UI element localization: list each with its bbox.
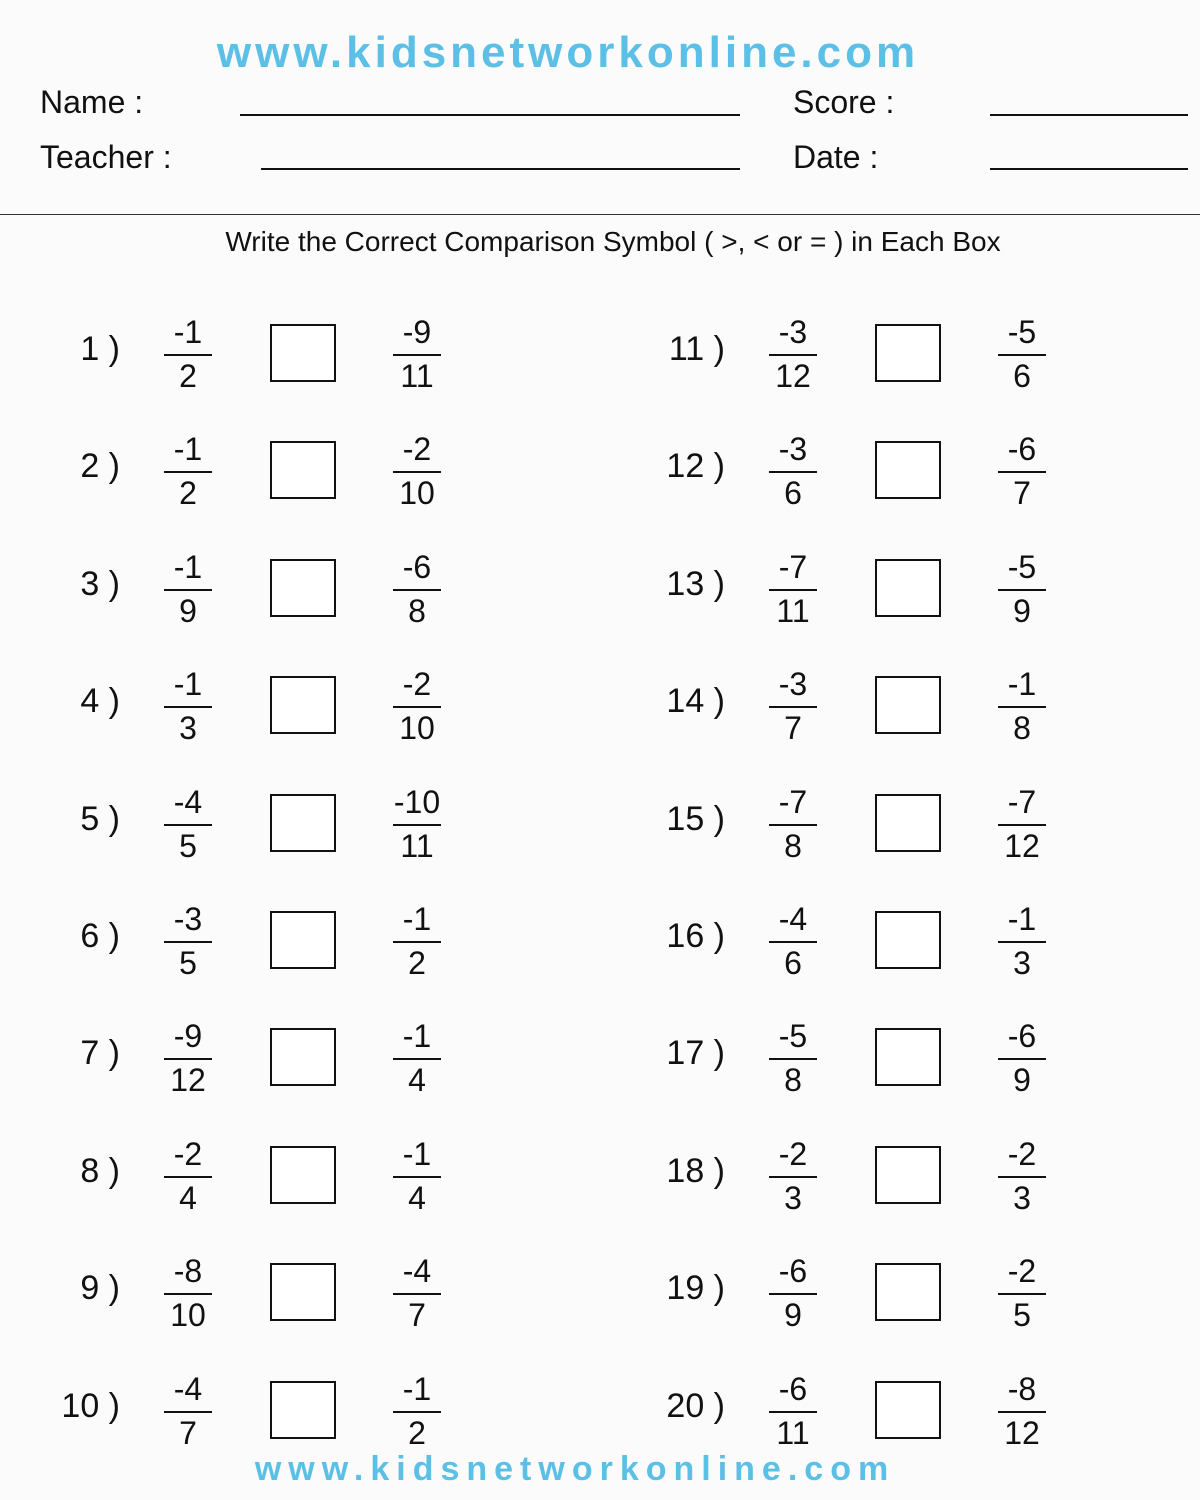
fraction-bar <box>769 1176 817 1178</box>
right-fraction <box>998 433 1046 509</box>
left-numerator: -3 <box>778 431 808 467</box>
left-denominator: 5 <box>179 945 197 981</box>
left-fraction <box>769 1255 817 1331</box>
problem-12 <box>655 433 1200 533</box>
right-numerator: -1 <box>402 1018 432 1054</box>
right-denominator: 12 <box>1004 828 1040 864</box>
answer-box[interactable] <box>875 676 941 734</box>
fraction-bar <box>998 1411 1046 1413</box>
problem-6 <box>50 903 610 1003</box>
problem-number: 7 ) <box>80 1034 120 1072</box>
problem-number: 10 ) <box>61 1387 120 1425</box>
fraction-bar <box>998 941 1046 943</box>
answer-box[interactable] <box>270 1146 336 1204</box>
problem-number: 8 ) <box>80 1152 120 1190</box>
fraction-bar <box>393 1411 441 1413</box>
right-fraction <box>393 1373 441 1449</box>
left-fraction <box>769 1020 817 1096</box>
instructions: Write the Correct Comparison Symbol ( >, < or = ) in Each Box <box>225 226 1001 257</box>
answer-box[interactable] <box>270 911 336 969</box>
right-numerator: -2 <box>1007 1136 1037 1172</box>
fraction-bar <box>769 1293 817 1295</box>
problem-number: 19 ) <box>666 1269 725 1307</box>
left-fraction <box>164 551 212 627</box>
left-fraction <box>769 903 817 979</box>
header-divider <box>0 214 1200 215</box>
answer-box[interactable] <box>270 324 336 382</box>
right-fraction <box>393 1020 441 1096</box>
left-fraction <box>164 1255 212 1331</box>
fraction-bar <box>998 471 1046 473</box>
fraction-bar <box>769 589 817 591</box>
answer-box[interactable] <box>875 1381 941 1439</box>
right-denominator: 9 <box>1013 1062 1031 1098</box>
fraction-bar <box>393 354 441 356</box>
answer-box[interactable] <box>875 441 941 499</box>
left-fraction <box>769 1138 817 1214</box>
name-label: Name : <box>40 84 144 120</box>
problem-14 <box>655 668 1200 768</box>
fraction-bar <box>164 589 212 591</box>
fraction-bar <box>998 1058 1046 1060</box>
teacher-label: Teacher : <box>40 139 172 175</box>
left-numerator: -2 <box>173 1136 203 1172</box>
problem-number: 6 ) <box>80 917 120 955</box>
left-numerator: -1 <box>173 666 203 702</box>
left-denominator: 2 <box>179 358 197 394</box>
right-numerator: -9 <box>402 314 432 350</box>
website-header: www.kidsnetworkonline.com <box>216 28 920 77</box>
problem-number: 2 ) <box>80 447 120 485</box>
left-numerator: -8 <box>173 1253 203 1289</box>
right-fraction <box>998 668 1046 744</box>
fraction-bar <box>164 824 212 826</box>
right-denominator: 5 <box>1013 1297 1031 1333</box>
right-denominator: 8 <box>1013 710 1031 746</box>
right-fraction <box>998 786 1046 862</box>
answer-box[interactable] <box>270 1028 336 1086</box>
problem-number: 20 ) <box>666 1387 725 1425</box>
fraction-bar <box>769 354 817 356</box>
left-numerator: -1 <box>173 431 203 467</box>
problem-19 <box>655 1255 1200 1355</box>
problem-number: 4 ) <box>80 682 120 720</box>
problem-15 <box>655 786 1200 886</box>
problem-8 <box>50 1138 610 1238</box>
answer-box[interactable] <box>875 1146 941 1204</box>
left-denominator: 3 <box>179 710 197 746</box>
fraction-bar <box>164 1411 212 1413</box>
right-fraction <box>393 786 441 862</box>
fraction-bar <box>769 941 817 943</box>
fraction-bar <box>998 1176 1046 1178</box>
right-fraction <box>998 316 1046 392</box>
right-numerator: -1 <box>402 901 432 937</box>
answer-box[interactable] <box>875 911 941 969</box>
left-fraction <box>164 1020 212 1096</box>
problem-11 <box>655 316 1200 416</box>
right-denominator: 7 <box>408 1297 426 1333</box>
left-numerator: -9 <box>173 1018 203 1054</box>
fraction-bar <box>164 471 212 473</box>
fraction-bar <box>393 824 441 826</box>
fraction-bar <box>393 706 441 708</box>
left-numerator: -3 <box>778 666 808 702</box>
left-denominator: 8 <box>784 828 802 864</box>
answer-box[interactable] <box>875 1028 941 1086</box>
right-numerator: -1 <box>1007 666 1037 702</box>
fraction-bar <box>998 1293 1046 1295</box>
fraction-bar <box>769 1058 817 1060</box>
left-denominator: 6 <box>784 475 802 511</box>
problem-number: 5 ) <box>80 800 120 838</box>
left-numerator: -4 <box>778 901 808 937</box>
fraction-bar <box>164 941 212 943</box>
fraction-bar <box>164 354 212 356</box>
fraction-bar <box>769 471 817 473</box>
left-fraction <box>164 786 212 862</box>
right-numerator: -2 <box>402 666 432 702</box>
right-numerator: -5 <box>1007 549 1037 585</box>
right-fraction <box>393 316 441 392</box>
fraction-bar <box>164 1176 212 1178</box>
problem-number: 1 ) <box>80 330 120 368</box>
right-numerator: -1 <box>402 1371 432 1407</box>
problem-16 <box>655 903 1200 1003</box>
left-numerator: -1 <box>173 314 203 350</box>
left-fraction <box>164 316 212 392</box>
fraction-bar <box>393 941 441 943</box>
right-denominator: 4 <box>408 1062 426 1098</box>
problem-number: 11 ) <box>668 330 725 368</box>
fraction-bar <box>769 706 817 708</box>
problem-number: 14 ) <box>666 682 725 720</box>
right-fraction <box>393 433 441 509</box>
fraction-bar <box>164 1293 212 1295</box>
fraction-bar <box>393 1176 441 1178</box>
left-numerator: -5 <box>778 1018 808 1054</box>
right-fraction <box>393 551 441 627</box>
right-denominator: 2 <box>408 945 426 981</box>
fraction-bar <box>393 1058 441 1060</box>
answer-box[interactable] <box>270 1381 336 1439</box>
left-numerator: -2 <box>778 1136 808 1172</box>
right-fraction <box>393 668 441 744</box>
left-denominator: 6 <box>784 945 802 981</box>
left-fraction <box>769 316 817 392</box>
right-fraction <box>393 1255 441 1331</box>
problem-number: 18 ) <box>666 1152 725 1190</box>
right-fraction <box>393 903 441 979</box>
answer-box[interactable] <box>875 1263 941 1321</box>
left-numerator: -3 <box>173 901 203 937</box>
left-numerator: -7 <box>778 549 808 585</box>
answer-box[interactable] <box>875 559 941 617</box>
left-denominator: 9 <box>784 1297 802 1333</box>
score-field[interactable] <box>990 114 1188 116</box>
right-denominator: 3 <box>1013 945 1031 981</box>
fraction-bar <box>164 1058 212 1060</box>
right-fraction <box>998 1255 1046 1331</box>
problem-4 <box>50 668 610 768</box>
left-denominator: 4 <box>179 1180 197 1216</box>
left-fraction <box>769 433 817 509</box>
right-numerator: -1 <box>402 1136 432 1172</box>
problem-1 <box>50 316 610 416</box>
left-fraction <box>769 1373 817 1449</box>
left-numerator: -4 <box>173 1371 203 1407</box>
problem-number: 12 ) <box>666 447 725 485</box>
problem-18 <box>655 1138 1200 1238</box>
right-numerator: -5 <box>1007 314 1037 350</box>
left-denominator: 2 <box>179 475 197 511</box>
right-denominator: 9 <box>1013 593 1031 629</box>
right-numerator: -4 <box>402 1253 432 1289</box>
problem-number: 3 ) <box>80 565 120 603</box>
right-denominator: 10 <box>399 475 435 511</box>
right-fraction <box>998 1138 1046 1214</box>
right-fraction <box>998 1373 1046 1449</box>
answer-box[interactable] <box>875 324 941 382</box>
left-denominator: 9 <box>179 593 197 629</box>
fraction-bar <box>769 824 817 826</box>
left-denominator: 5 <box>179 828 197 864</box>
answer-box[interactable] <box>875 794 941 852</box>
fraction-bar <box>998 706 1046 708</box>
problem-number: 17 ) <box>666 1034 725 1072</box>
right-denominator: 6 <box>1013 358 1031 394</box>
problem-5 <box>50 786 610 886</box>
answer-box[interactable] <box>270 676 336 734</box>
left-fraction <box>164 1373 212 1449</box>
right-fraction <box>998 903 1046 979</box>
date-field[interactable] <box>990 168 1188 170</box>
answer-box[interactable] <box>270 441 336 499</box>
website-footer: www.kidsnetworkonline.com <box>254 1450 896 1488</box>
left-numerator: -3 <box>778 314 808 350</box>
name-field[interactable] <box>240 114 740 116</box>
left-fraction <box>164 1138 212 1214</box>
problem-9 <box>50 1255 610 1355</box>
right-denominator: 3 <box>1013 1180 1031 1216</box>
left-denominator: 11 <box>776 1415 810 1451</box>
fraction-bar <box>393 1293 441 1295</box>
right-denominator: 11 <box>400 828 434 864</box>
problem-2 <box>50 433 610 533</box>
problem-number: 15 ) <box>666 800 725 838</box>
left-denominator: 7 <box>179 1415 197 1451</box>
right-fraction <box>393 1138 441 1214</box>
right-denominator: 11 <box>400 358 434 394</box>
right-numerator: -1 <box>1007 901 1037 937</box>
fraction-bar <box>998 589 1046 591</box>
problem-17 <box>655 1020 1200 1120</box>
fraction-bar <box>769 1411 817 1413</box>
answer-box[interactable] <box>270 559 336 617</box>
left-denominator: 11 <box>776 593 810 629</box>
left-fraction <box>164 668 212 744</box>
score-label: Score : <box>793 84 895 120</box>
answer-box[interactable] <box>270 1263 336 1321</box>
right-denominator: 7 <box>1013 475 1031 511</box>
right-numerator: -6 <box>1007 431 1037 467</box>
left-fraction <box>769 786 817 862</box>
problem-3 <box>50 551 610 651</box>
right-denominator: 12 <box>1004 1415 1040 1451</box>
fraction-bar <box>164 706 212 708</box>
right-fraction <box>998 551 1046 627</box>
problem-13 <box>655 551 1200 651</box>
left-numerator: -6 <box>778 1253 808 1289</box>
right-denominator: 10 <box>399 710 435 746</box>
left-numerator: -1 <box>173 549 203 585</box>
left-fraction <box>769 668 817 744</box>
fraction-bar <box>393 589 441 591</box>
left-denominator: 12 <box>170 1062 206 1098</box>
left-denominator: 7 <box>784 710 802 746</box>
right-denominator: 4 <box>408 1180 426 1216</box>
right-numerator: -2 <box>1007 1253 1037 1289</box>
right-denominator: 8 <box>408 593 426 629</box>
left-numerator: -7 <box>778 784 808 820</box>
right-numerator: -2 <box>402 431 432 467</box>
left-fraction <box>769 551 817 627</box>
fraction-bar <box>998 824 1046 826</box>
left-denominator: 3 <box>784 1180 802 1216</box>
right-numerator: -6 <box>402 549 432 585</box>
left-numerator: -4 <box>173 784 203 820</box>
right-numerator: -8 <box>1007 1371 1037 1407</box>
right-numerator: -6 <box>1007 1018 1037 1054</box>
fraction-bar <box>998 354 1046 356</box>
left-fraction <box>164 433 212 509</box>
problem-7 <box>50 1020 610 1120</box>
answer-box[interactable] <box>270 794 336 852</box>
left-numerator: -6 <box>778 1371 808 1407</box>
right-fraction <box>998 1020 1046 1096</box>
problem-number: 13 ) <box>666 565 725 603</box>
teacher-field[interactable] <box>261 168 740 170</box>
problem-number: 9 ) <box>80 1269 120 1307</box>
problem-number: 16 ) <box>666 917 725 955</box>
date-label: Date : <box>793 139 879 175</box>
left-fraction <box>164 903 212 979</box>
right-denominator: 2 <box>408 1415 426 1451</box>
left-denominator: 8 <box>784 1062 802 1098</box>
right-numerator: -10 <box>393 784 441 820</box>
left-denominator: 12 <box>775 358 811 394</box>
right-numerator: -7 <box>1007 784 1037 820</box>
fraction-bar <box>393 471 441 473</box>
left-denominator: 10 <box>170 1297 206 1333</box>
